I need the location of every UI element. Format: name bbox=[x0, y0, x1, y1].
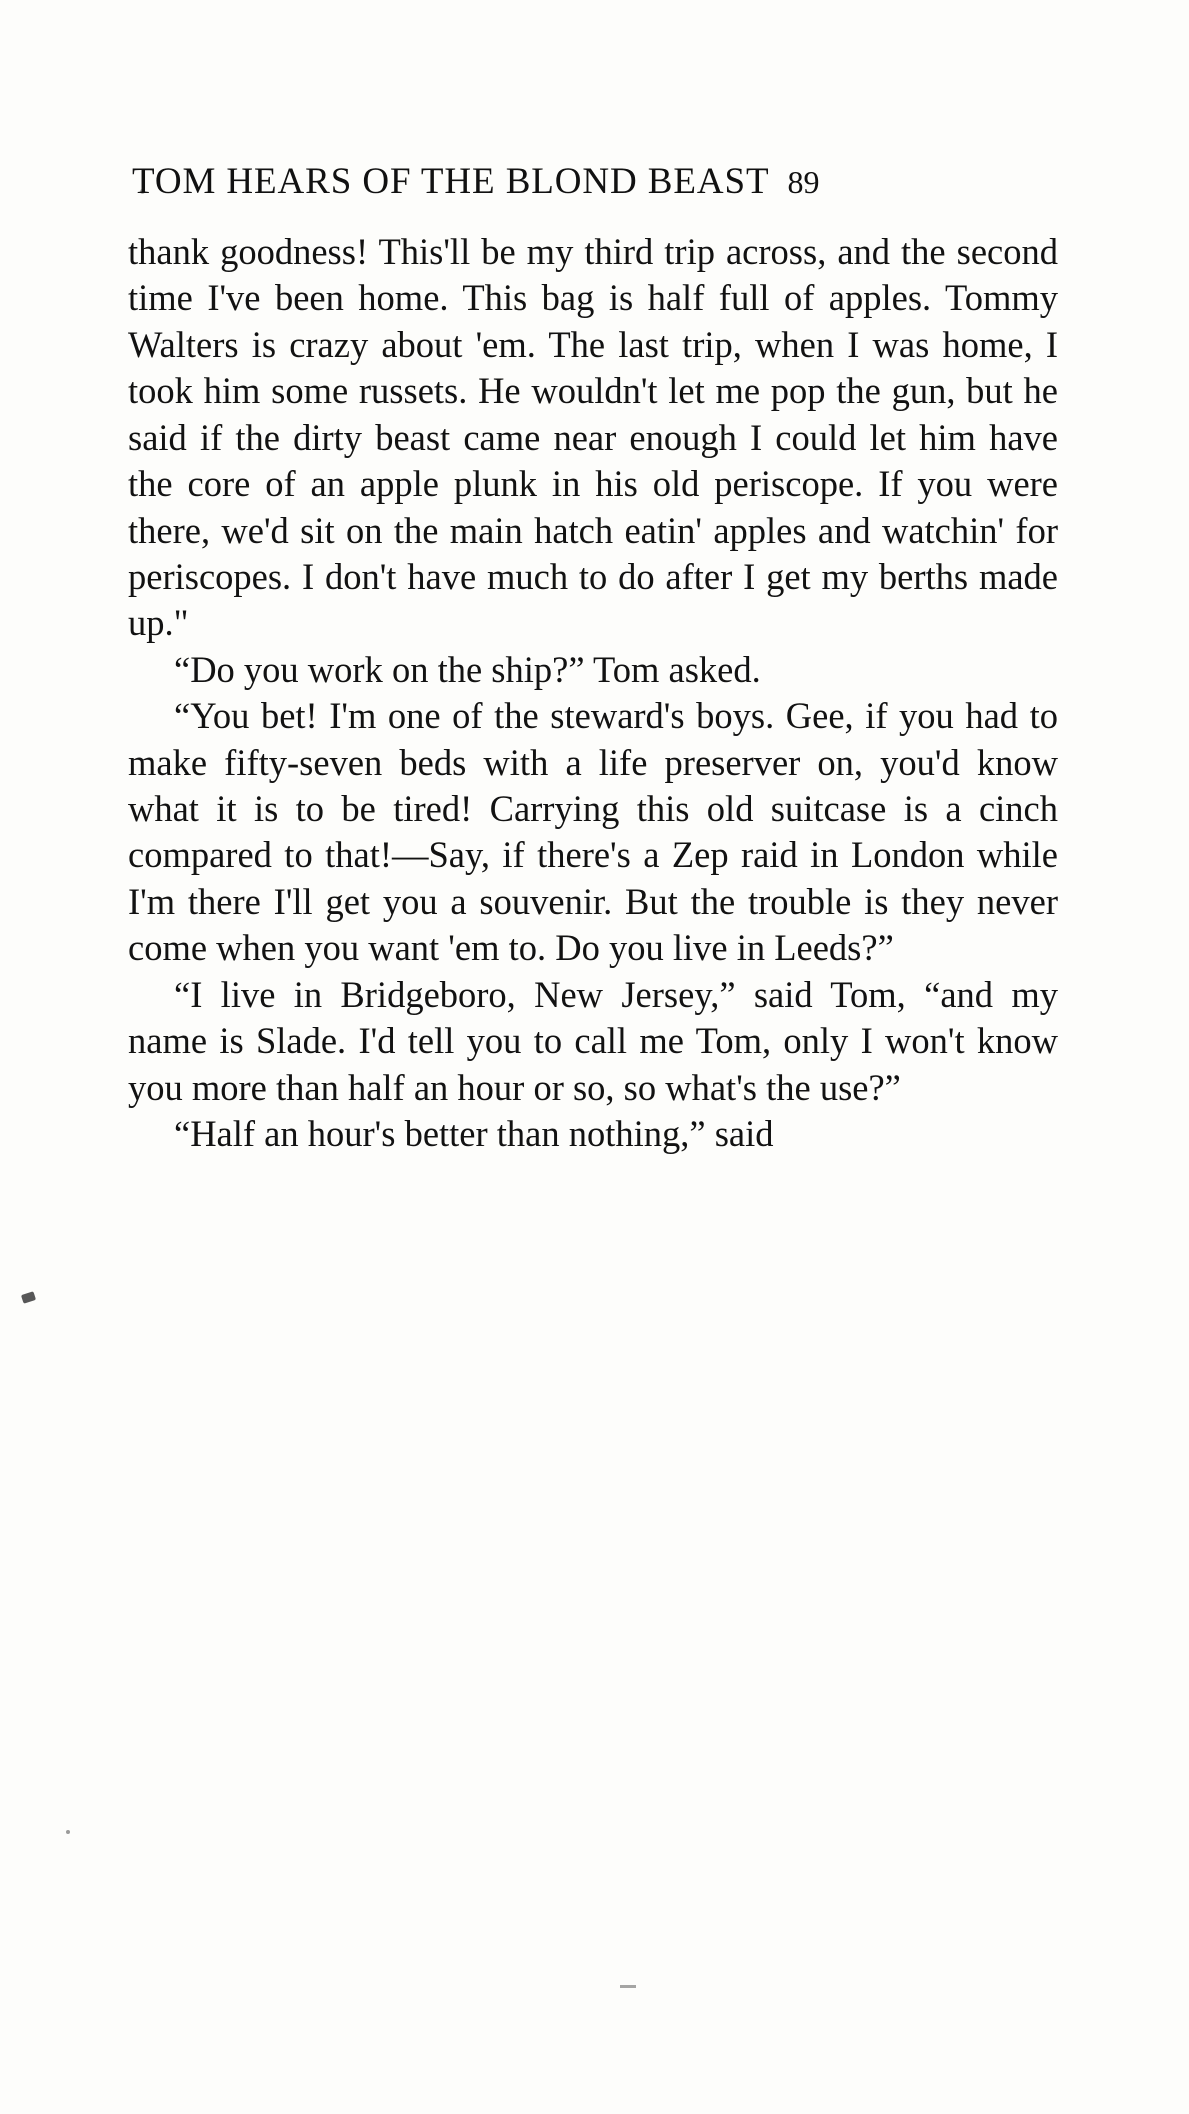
running-head bbox=[132, 160, 1058, 203]
paragraph: “You bet! I'm one of the steward's boys. Gee, if you had to make fifty-seven beds with a life preserver on, you'd know what it is to be tired! Carrying this old suitcase is a cinch compared to that!—Say, if there's a Zep raid in London while I'm there I'll get you a souvenir. But the trouble is they never come when you want 'em to. Do you live in Leeds?” bbox=[128, 695, 1058, 969]
margin-speck-icon bbox=[21, 1291, 36, 1304]
paragraph: “Half an hour's better than nothing,” said bbox=[174, 1113, 774, 1155]
paragraph: “I live in Bridgeboro, New Jersey,” said Tom, “and my name is Slade. I'd tell you to call me Tom, only I won't know you more than half an hour or so, so what's the use?” bbox=[128, 973, 1058, 1108]
paragraph: thank goodness! This'll be my third trip across, and the second time I've been home. This bag is half full of apples. Tommy Walters is crazy about 'em. The last trip, when I was home, I took him some russets. He wouldn't let me pop the gun, but he said if the dirty beast came near enough I could let him have the core of an apple plunk in his old periscope. If you were there, we'd sit on the main hatch eatin' apples and watchin' for periscopes. I don't have much to do after I get my berths made up." bbox=[128, 231, 1058, 644]
margin-speck-icon bbox=[620, 1985, 636, 1988]
page-content bbox=[128, 160, 1058, 1157]
margin-speck-icon bbox=[66, 1830, 70, 1834]
page-title: TOM HEARS OF THE BLOND BEAST bbox=[132, 161, 770, 202]
paragraph: “Do you work on the ship?” Tom asked. bbox=[174, 648, 761, 690]
page-number: 89 bbox=[787, 164, 820, 200]
